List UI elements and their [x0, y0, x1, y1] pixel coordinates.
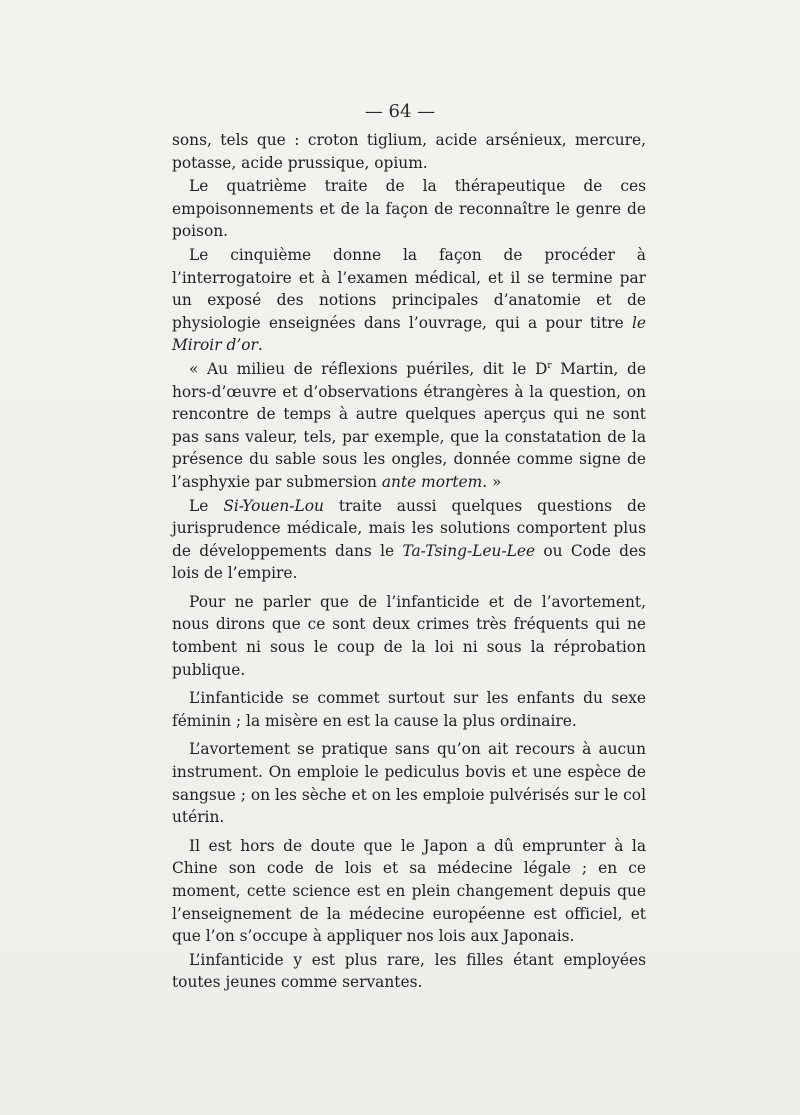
- paragraph-7: L’infanticide se commet surtout sur les enfants du sexe féminin ; la misère en est la cause la plus ordinaire.: [172, 689, 646, 730]
- paragraph-3: [172, 244, 646, 357]
- book-title-miroir: le Miroir d’or: [172, 313, 646, 355]
- book-title-ta-tsing-leu-lee: Ta-Tsing-Leu-Lee: [402, 541, 536, 560]
- body-text: [172, 129, 646, 995]
- paragraph-5-end: ou Code des lois de l’empire.: [172, 541, 646, 583]
- quote-part-a: « Au milieu de réflexions puériles, dit le D: [189, 359, 548, 378]
- ante-mortem: ante mortem: [381, 472, 483, 491]
- paragraph-3-text: Le cinquième donne la façon de procéder à l’interrogatoire et à l’examen médical, et il se termine par un exposé des notions principales d’anatomie et de physiologie enseignées dans l’ouvrage, qui a pour titre: [172, 245, 646, 332]
- paragraph-6: Pour ne parler que de l’infanticide et de l’avortement, nous dirons que ce sont deux crimes très fréquents qui ne tombent ni sous le coup de la loi ni sous la réprobation publique.: [172, 592, 646, 679]
- paragraph-5: [172, 495, 646, 585]
- quote-end: . »: [482, 472, 502, 491]
- paragraph-1: sons, tels que : croton tiglium, acide arsénieux, mercure, potasse, acide prussique, opium.: [172, 131, 646, 172]
- paragraph-2: Le quatrième traite de la thérapeutique de ces empoisonnements et de la façon de reconnaître le genre de poison.: [172, 177, 646, 241]
- book-title-si-youen-lou: Si-Youen-Lou: [223, 496, 324, 515]
- paragraph-8: L’avortement se pratique sans qu’on ait recours à aucun instrument. On emploie le pediculus bovis et une espèce de sangsue ; on les sèche et on les emploie pulvérisés sur le col utérin.: [172, 740, 646, 827]
- paragraph-5-mid: traite aussi quelques questions de jurisprudence médicale, mais les solutions comportent plus de développements dans le: [172, 496, 646, 560]
- quote-part-b: Martin, de hors-d’œuvre et d’observations étrangères à la question, on rencontre de temps à autre quelques aperçus qui ne sont pas sans valeur, tels, par exemple, que la constatation de la présence du sable sous les ongles, donnée comme signe de l’asphyxie par submersion: [172, 359, 647, 491]
- doctor-abbrev-sup: r: [547, 360, 552, 371]
- paragraph-3-end: .: [257, 336, 263, 355]
- paragraph-4-quote: [172, 358, 646, 494]
- page-number: — 64 —: [364, 101, 436, 122]
- paragraph-5-pre: Le: [189, 496, 209, 515]
- paragraph-9: Il est hors de doute que le Japon a dû emprunter à la Chine son code de lois et sa médecine légale ; en ce moment, cette science est en plein changement depuis que l’enseignement de la médecine européenne est officiel, et que l’on s’occupe à appliquer nos lois aux Japonais.: [172, 836, 646, 946]
- paragraph-10: L’infanticide y est plus rare, les filles étant employées toutes jeunes comme servantes.: [172, 950, 646, 992]
